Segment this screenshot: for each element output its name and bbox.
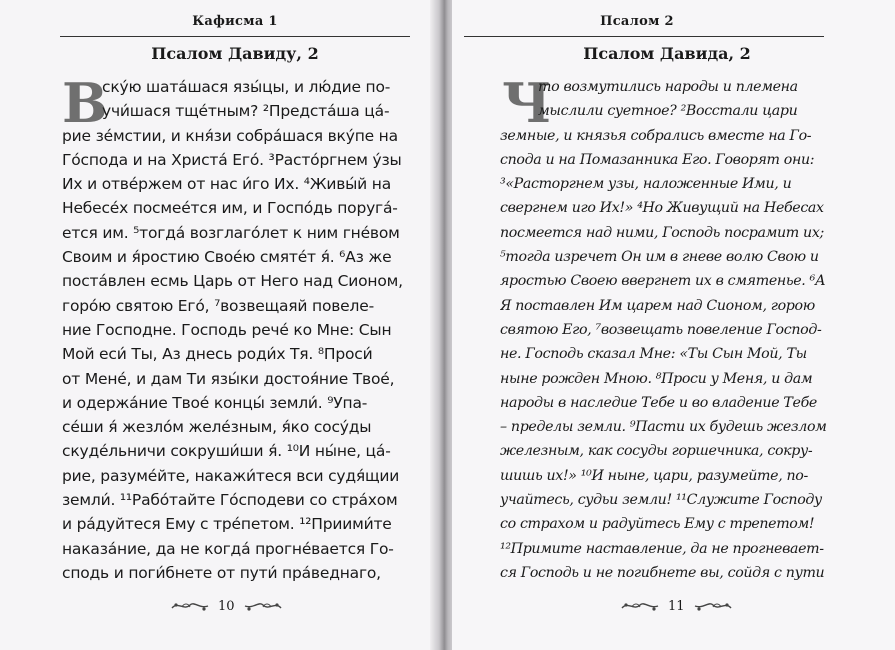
ornament-right-icon <box>693 599 733 613</box>
text-line: ныне рожден Мною. ⁸Проси у Меня, и дам <box>500 370 813 387</box>
text-line: се́ши я́ жезло́м желе́зным, я́ко сосу́ды <box>62 418 372 437</box>
page-number: 11 <box>668 598 685 614</box>
text-line: то возмутились народы и племена <box>538 79 798 95</box>
drop-cap: Ч <box>502 71 552 135</box>
text-line: ³«Расторгнем узы, наложенные Ими, и <box>500 176 792 193</box>
page-footer <box>620 596 733 616</box>
page-footer <box>170 596 283 616</box>
text-line: и одержа́ние Твое́ концы́ земли́. ⁹Упа- <box>62 393 368 412</box>
right-page <box>452 0 895 650</box>
text-line: рие зе́мстии, и кня́зи собра́шася вку́пе на <box>62 126 398 145</box>
text-line: ние Господне. Господь рече́ ко Мне: Сын <box>62 320 392 339</box>
psalm-title: Псалом Давида, 2 <box>583 44 751 63</box>
ornament-left-icon <box>620 599 660 613</box>
text-line: ⁵тогда изречет Он им в гневе волю Свою и <box>500 249 819 266</box>
text-line: Их и отве́ржем от нас и́го Их. ⁴Живы́й на <box>62 175 391 194</box>
text-line: от Мене́, и дам Ти язы́ки достоя́ние Твое́, <box>62 369 395 388</box>
text-line: сподь и поги́бнете от пути́ пра́веднаго, <box>62 563 381 582</box>
running-head: Псалом 2 <box>600 14 674 29</box>
text-line: со страхом и радуйтесь Ему с трепетом! <box>500 516 815 533</box>
text-line: – пределы земли. ⁹Пасти их будешь жезлом <box>500 419 827 436</box>
text-line: спода и на Помазанника Его. Говорят они: <box>500 151 815 168</box>
text-line: ску́ю шата́шася язы́цы, и лю́дие по- <box>102 78 391 96</box>
text-line: наказа́ние, да не когда́ прогне́вается Го- <box>62 539 394 558</box>
text-line: шишь их!» ¹⁰И ныне, цари, разумейте, по- <box>500 467 808 484</box>
psalm-text <box>500 71 840 585</box>
text-line: земные, и князья собрались вместе на Го- <box>500 127 812 144</box>
header-rule <box>60 36 410 37</box>
text-line: мыслили суетное? ²Восстали цари <box>538 103 798 120</box>
text-line: Небесе́х посмеéтся им, и Госпо́дь поруга́- <box>62 199 398 218</box>
text-line: посмеется над ними, Господь посрамит их; <box>500 224 824 241</box>
text-line: святою Его, ⁷возвещать повеление Господ- <box>500 321 822 338</box>
text-line: Мой еси́ Ты, Аз днесь роди́х Тя. ⁸Проси́ <box>62 345 373 364</box>
text-line: горо́ю святою Его́, ⁷возвещаяй повеле- <box>62 296 374 315</box>
left-page <box>0 0 436 650</box>
text-line: не. Господь сказал Мне: «Ты Сын Мой, Ты <box>500 346 807 363</box>
header-rule <box>464 36 824 37</box>
text-line: учайтесь, судьи земли! ¹¹Служите Господу <box>500 492 822 509</box>
text-line: и ра́дуйтеся Ему с тре́петом. ¹²Приими́те <box>62 515 392 534</box>
text-line: Я поставлен Им царем над Сионом, горою <box>500 297 815 314</box>
text-line: яростью Своею ввергнет их в смятенье. ⁶А <box>500 273 826 290</box>
text-line: Го́спода и на Христа́ Его́. ³Растóргнем у́зы <box>62 150 402 169</box>
text-line: рие, разуме́йте, накажи́теся вси судя́щии <box>62 466 400 485</box>
text-line: учи́шася тще́тным? ²Предста́ша ца́- <box>102 102 390 121</box>
running-head: Кафисма 1 <box>192 14 278 29</box>
psalm-text <box>62 71 408 585</box>
psalm-title: Псалом Давиду, 2 <box>151 44 319 63</box>
page-number: 10 <box>218 598 235 614</box>
text-line: поста́влен есмь Царь от Него над Сионом, <box>62 272 403 291</box>
text-line: ется им. ⁵тогда́ возглаго́лет к ним гне́вом <box>62 223 400 242</box>
text-line: скуде́льничи сокруши́ши я́. ¹⁰И ны́не, ца́- <box>62 442 391 461</box>
text-line: ся Господь и не погибнете вы, сойдя с пути <box>500 564 825 581</box>
text-line: Своим и я́ростию Свое́ю смяте́т я́. ⁶Аз же <box>62 248 392 267</box>
text-line: ¹²Примите наставление, да не прогневает- <box>500 540 824 557</box>
ornament-right-icon <box>243 599 283 613</box>
drop-cap: В <box>62 71 108 135</box>
text-line: свергнем иго Их!» ⁴Но Живущий на Небесах <box>500 200 824 217</box>
text-line: народы в наследие Тебе и во владение Тебе <box>500 394 817 411</box>
text-line: железным, как сосуды горшечника, сокру- <box>500 443 813 460</box>
text-line: земли́. ¹¹Рабо́тайте Го́сподеви со стра́хом <box>62 491 398 510</box>
ornament-left-icon <box>170 599 210 613</box>
